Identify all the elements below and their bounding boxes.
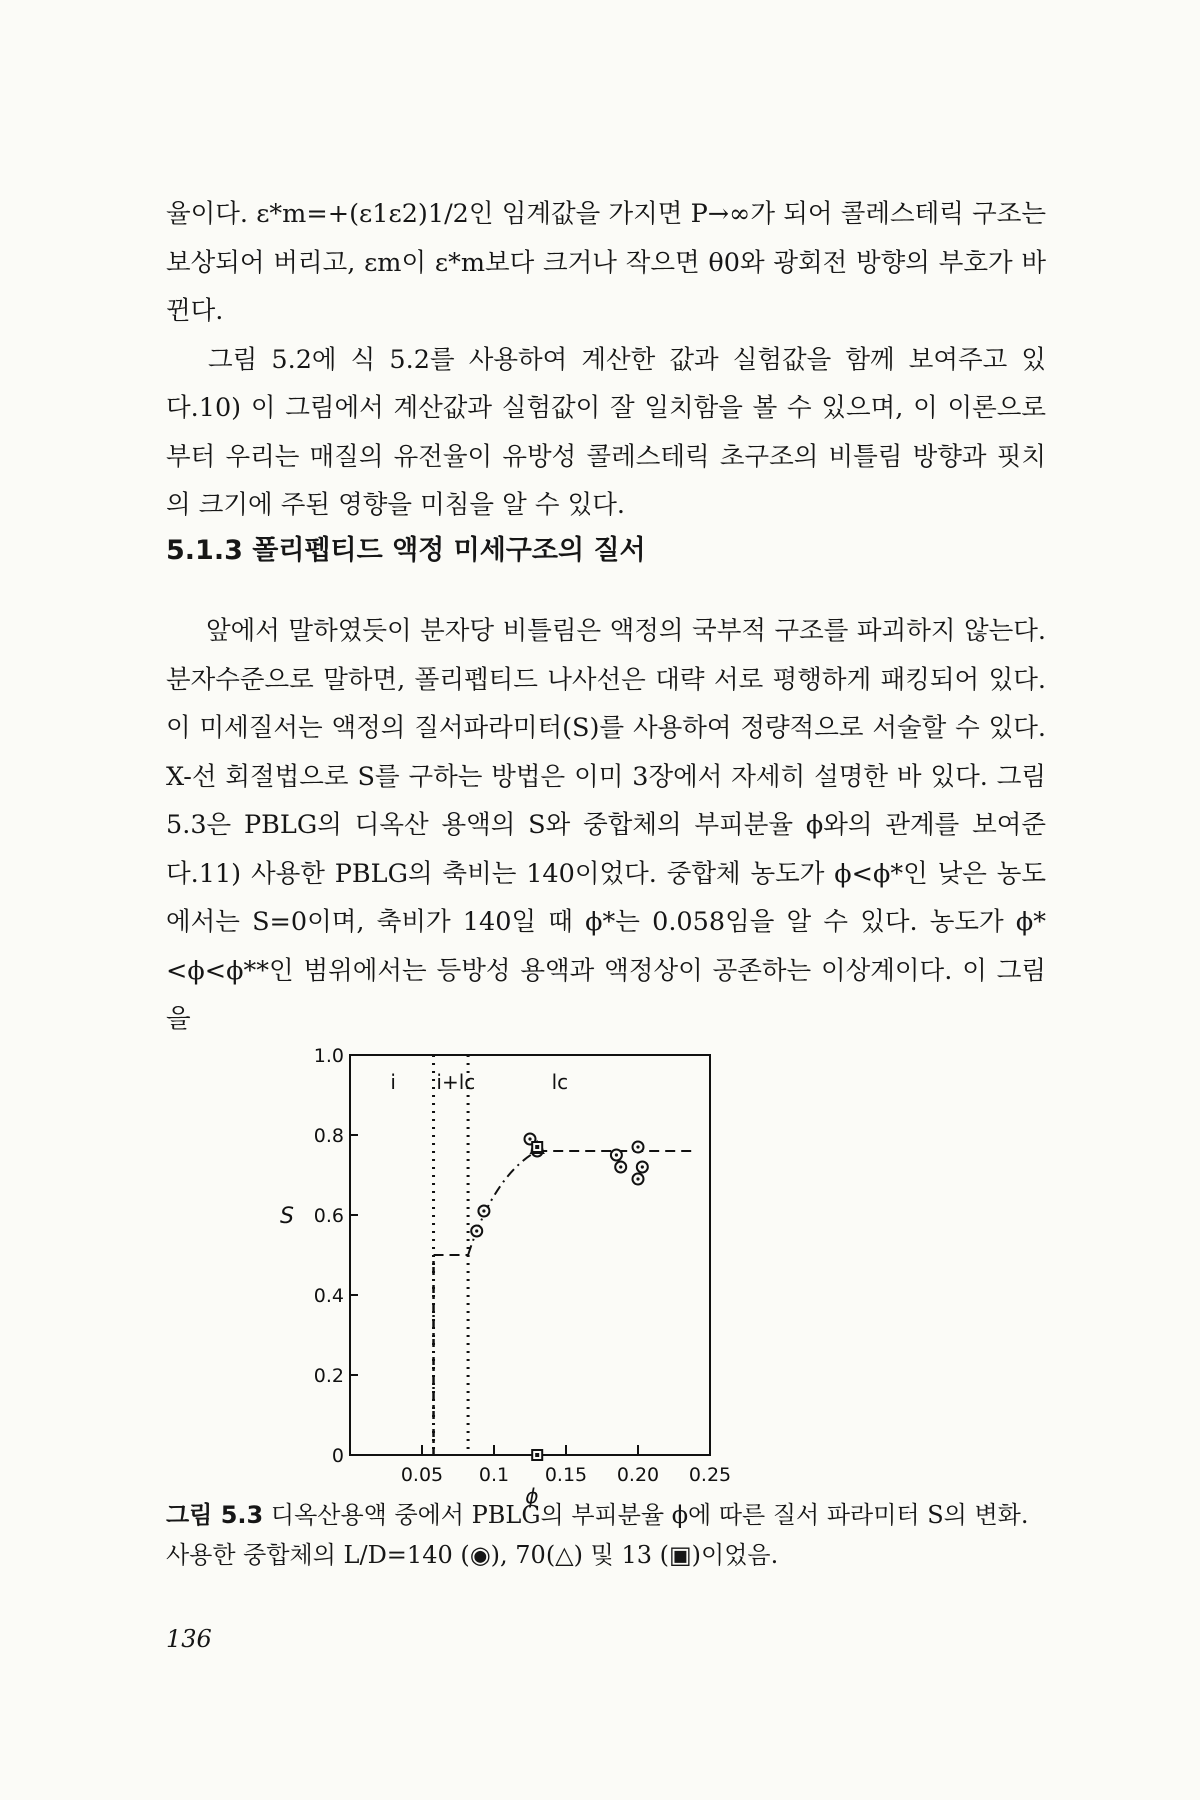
data-point-circle-dot bbox=[636, 1145, 639, 1148]
page-number: 136 bbox=[166, 1625, 212, 1653]
paragraph-1-part-1: 율이다. ε*m=+(ε1ε2)1/2인 임계값을 가지면 P→∞가 되어 콜레스테릭 구조는 보상되어 버리고, εm이 ε*m보다 크거나 작으면 θ0와 광회전 방향의 부호가 바뀐다. bbox=[166, 199, 1046, 326]
rising-dashed-curve bbox=[468, 1151, 537, 1255]
data-point-circle-dot bbox=[641, 1165, 644, 1168]
y-tick-label: 0.8 bbox=[313, 1125, 344, 1147]
y-tick-label: 0.6 bbox=[313, 1205, 344, 1227]
section-heading: 5.1.3 폴리펩티드 액정 미세구조의 질서 bbox=[166, 535, 646, 566]
order-parameter-chart bbox=[260, 1040, 880, 1508]
data-point-circle-dot bbox=[615, 1153, 618, 1156]
data-point-circle-dot bbox=[528, 1137, 531, 1140]
data-point-circle-dot bbox=[475, 1229, 478, 1232]
caption-label: 그림 5.3 bbox=[166, 1501, 264, 1529]
y-tick-label: 0.4 bbox=[313, 1285, 344, 1307]
plot-frame bbox=[350, 1055, 710, 1455]
x-tick-label: 0.20 bbox=[616, 1464, 660, 1486]
paragraph-2 bbox=[166, 607, 1046, 1044]
region-label-lc: lc bbox=[551, 1070, 569, 1094]
data-point-square-dot bbox=[535, 1145, 539, 1149]
paragraph-2-text: 앞에서 말하였듯이 분자당 비틀림은 액정의 국부적 구조를 파괴하지 않는다. 분자수준으로 말하면, 폴리펩티드 나사선은 대략 서로 평행하게 패킹되어 있다. 이 미세질서는 액정의 질서파라미터(S)를 사용하여 정량적으로 서술할 수 있다. X-선 회절법으로 S를 구하는 방법은 이미 3장에서 자세히 설명한 바 있다. 그림 5.3은 PBLG의 디옥산 용액의 S와 중합체의 부피분율 ϕ와의 관계를 보여준다.11) 사용한 PBLG의 축비는 140이었다. 중합체 농도가 ϕ<ϕ*인 낮은 농도에서는 S=0이며, 축비가 140일 때 ϕ*는 0.058임을 알 수 있다. 농도가 ϕ*<ϕ<ϕ**인 범위에서는 등방성 용액과 액정상이 공존하는 이상계이다. 이 그림을 bbox=[166, 616, 1046, 1034]
region-label-biphasic: i+lc bbox=[436, 1070, 476, 1094]
paragraph-1-part-2: 그림 5.2에 식 5.2를 사용하여 계산한 값과 실험값을 함께 보여주고 있다.10) 이 그림에서 계산값과 실험값이 잘 일치함을 볼 수 있으며, 이 이론으로부터 우리는 매질의 유전율이 유방성 콜레스테릭 초구조의 비틀림 방향과 핏치의 크기에 주된 영향을 미침을 알 수 있다. bbox=[166, 344, 1046, 520]
x-axis-label: ϕ bbox=[525, 1484, 539, 1508]
caption-text: 디옥산용액 중에서 PBLG의 부피분율 ϕ에 따른 질서 파라미터 S의 변화. 사용한 중합체의 L/D=140 (◉), 70(△) 및 13 (▣)이었음. bbox=[166, 1501, 1029, 1569]
data-point-square-dot bbox=[535, 1453, 539, 1457]
y-tick-label: 0.2 bbox=[313, 1365, 344, 1387]
y-axis-label: S bbox=[280, 1204, 294, 1229]
y-tick-label: 0 bbox=[331, 1445, 344, 1467]
figure-caption bbox=[166, 1495, 1046, 1575]
data-point-circle-dot bbox=[636, 1177, 639, 1180]
x-tick-label: 0.1 bbox=[478, 1464, 510, 1486]
x-tick-label: 0.05 bbox=[400, 1464, 444, 1486]
x-tick-label: 0.15 bbox=[544, 1464, 588, 1486]
region-label-i: i bbox=[390, 1070, 396, 1094]
data-point-circle-dot bbox=[482, 1209, 485, 1212]
figure-5-3 bbox=[260, 1040, 880, 1508]
paragraph-1 bbox=[166, 190, 1046, 530]
data-point-circle-dot bbox=[619, 1165, 622, 1168]
x-tick-label: 0.25 bbox=[688, 1464, 732, 1486]
y-tick-label: 1.0 bbox=[313, 1045, 344, 1067]
